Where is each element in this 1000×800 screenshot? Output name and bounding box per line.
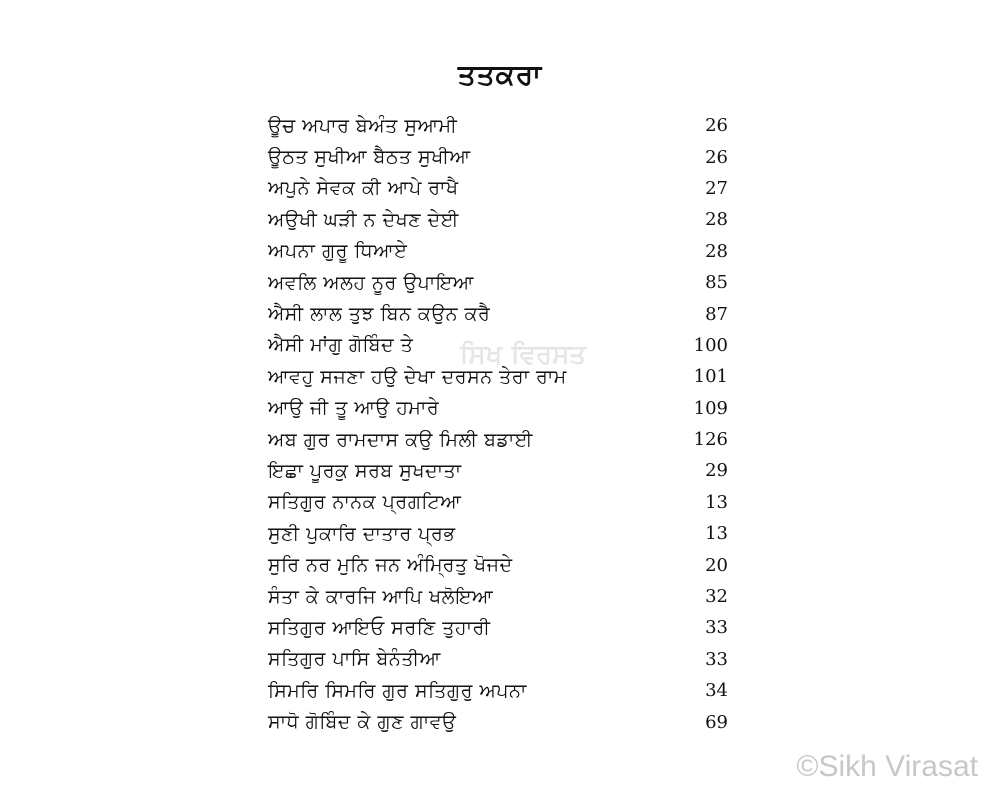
toc-entry-title: ਸਤਿਗੁਰ ਨਾਨਕ ਪ੍ਰਗਟਿਆ [268,491,462,514]
toc-entry-page-number: 109 [693,397,728,419]
toc-entry [268,455,728,486]
toc-entry [268,612,728,643]
toc-entry-title: ਊਠਤ ਸੁਖੀਆ ਬੈਠਤ ਸੁਖੀਆ [268,146,471,169]
toc-entry [268,581,728,612]
toc-entry-title: ਇਛਾ ਪੂਰਕੁ ਸਰਬ ਸੁਖਦਾਤਾ [268,459,462,482]
toc-entry [268,518,728,549]
toc-entry-page-number: 69 [705,711,728,733]
toc-entry-title: ਅਉਖੀ ਘੜੀ ਨ ਦੇਖਣ ਦੇਈ [268,208,459,231]
toc-entry-page-number: 13 [705,491,728,513]
toc-entry-title: ਸਤਿਗੁਰ ਆਇਓ ਸਰਣਿ ਤੁਹਾਰੀ [268,616,491,639]
toc-entry [268,236,728,267]
toc-entry [268,141,728,172]
toc-entry-page-number: 33 [705,617,728,639]
toc-entry-title: ਅਪੁਨੇ ਸੇਵਕ ਕੀ ਆਪੇ ਰਾਖੈ [268,177,459,200]
toc-entry-page-number: 29 [705,460,728,482]
toc-entry [268,267,728,298]
toc-entry-title: ਅਵਲਿ ਅਲਹ ਨੂਰ ਉਪਾਇਆ [268,271,474,294]
toc-entry-page-number: 87 [705,303,728,325]
toc-entry-page-number: 32 [705,586,728,608]
toc-entry-title: ਸਾਧੋ ਗੋਬਿੰਦ ਕੇ ਗੁਣ ਗਾਵਉ [268,711,457,734]
toc-entry-page-number: 26 [705,115,728,137]
toc-entry [268,675,728,706]
toc-entry-page-number: 20 [705,554,728,576]
toc-entry-page-number: 13 [705,523,728,545]
toc-entry-page-number: 85 [705,272,728,294]
watermark-center: ਸਿਖ ਵਿਰਸਤ [460,340,586,370]
toc-entry [268,549,728,580]
toc-entry-page-number: 101 [693,366,728,388]
toc-entry-page-number: 100 [693,334,728,356]
toc-entry [268,393,728,424]
page-title: ਤਤਕਰਾ [457,58,543,91]
toc-entry-title: ਊਚ ਅਪਾਰ ਬੇਅੰਤ ਸੁਆਮੀ [268,114,458,137]
toc-entry [268,706,728,737]
toc-entry [268,361,728,392]
table-of-contents [268,110,728,738]
toc-entry [268,424,728,455]
watermark-corner: ©Sikh Virasat [796,750,978,783]
toc-entry-title: ਸੰਤਾ ਕੇ ਕਾਰਜਿ ਆਪਿ ਖਲੋਇਆ [268,585,494,608]
toc-entry [268,110,728,141]
toc-entry-title: ਐਸੀ ਲਾਲ ਤੁਝ ਬਿਨ ਕਉਨ ਕਰੈ [268,303,491,326]
toc-entry [268,330,728,361]
toc-entry [268,204,728,235]
toc-entry-title: ਸੁਣੀ ਪੁਕਾਰਿ ਦਾਤਾਰ ਪ੍ਰਭ [268,522,456,545]
toc-entry [268,644,728,675]
toc-entry-title: ਐਸੀ ਮਾਂਗੁ ਗੋਬਿੰਦ ਤੇ [268,334,414,357]
toc-entry-title: ਸੁਰਿ ਨਰ ਮੁਨਿ ਜਨ ਅੰਮ੍ਰਿਤੁ ਖੋਜਦੇ [268,554,513,577]
toc-entry-title: ਅਬ ਗੁਰ ਰਾਮਦਾਸ ਕਉ ਮਿਲੀ ਬਡਾਈ [268,428,533,451]
toc-entry-title: ਅਪਨਾ ਗੁਰੂ ਧਿਆਏ [268,240,408,263]
toc-entry [268,298,728,329]
toc-entry [268,173,728,204]
toc-entry-page-number: 26 [705,146,728,168]
toc-entry-page-number: 33 [705,648,728,670]
toc-entry-title: ਸਿਮਰਿ ਸਿਮਰਿ ਗੁਰ ਸਤਿਗੁਰੁ ਅਪਨਾ [268,679,527,702]
toc-entry-page-number: 28 [705,240,728,262]
toc-entry-page-number: 28 [705,209,728,231]
toc-entry-page-number: 126 [693,429,728,451]
toc-entry [268,487,728,518]
toc-entry-page-number: 27 [705,177,728,199]
toc-entry-title: ਆਵਹੁ ਸਜਣਾ ਹਉ ਦੇਖਾ ਦਰਸਨ ਤੇਰਾ ਰਾਮ [268,365,567,388]
toc-entry-page-number: 34 [705,680,728,702]
toc-entry-title: ਸਤਿਗੁਰ ਪਾਸਿ ਬੇਨੰਤੀਆ [268,648,441,671]
toc-entry-title: ਆਉ ਜੀ ਤੂ ਆਉ ਹਮਾਰੇ [268,397,440,420]
